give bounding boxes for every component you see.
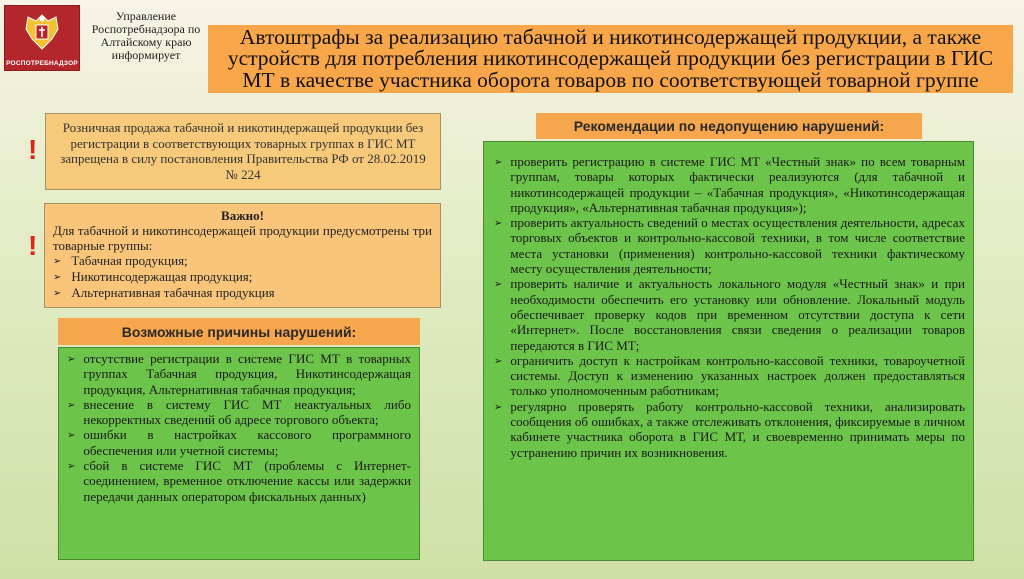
exclamation-icon: ! <box>28 134 38 165</box>
arrow-bullet-icon: ➢ <box>53 288 62 299</box>
list-item-text: ошибки в настройках кассового программного обеспечения или учетной системы; <box>83 427 411 458</box>
list-item <box>494 154 965 215</box>
notice-box <box>45 113 441 190</box>
arrow-bullet-icon: ➢ <box>67 430 76 442</box>
emblem-icon <box>5 9 79 57</box>
arrow-bullet-icon: ➢ <box>53 256 62 267</box>
reasons-box <box>58 347 420 560</box>
list-item <box>67 458 411 504</box>
important-intro: Для табачной и никотинсодержащей продукции предусмотрены три товарные группы: <box>53 223 432 253</box>
arrow-bullet-icon: ➢ <box>67 399 76 411</box>
list-item-text: внесение в систему ГИС МТ неактуальных либо некорректных сведений об адресе торгового объекта; <box>83 396 411 428</box>
reasons-heading: Возможные причины нарушений: <box>58 318 420 345</box>
important-heading: Важно! <box>221 208 264 223</box>
page-title-text: Автоштрафы за реализацию табачной и никотинсодержащей продукции, а также устройств для потребления никотинсодержащей продукции без регистрации в ГИС МТ в качестве участника оборота товаров по соответствующей товарной группе <box>227 24 994 92</box>
organization-label: Управление Роспотребнадзора по Алтайскому краю информирует <box>91 9 201 62</box>
arrow-bullet-icon: ➢ <box>494 157 503 168</box>
reasons-list <box>67 351 411 504</box>
list-item <box>53 253 432 269</box>
list-item-text: Никотинсодержащая продукция; <box>71 269 253 284</box>
list-item-text: сбой в системе ГИС МТ (проблемы с Интернет-соединением, временное отключение кассы или задержки передачи данных оператором фискальных данных) <box>83 458 411 504</box>
list-item <box>67 427 411 458</box>
list-item <box>494 353 965 399</box>
important-box <box>44 203 441 308</box>
list-item <box>53 269 432 285</box>
arrow-bullet-icon: ➢ <box>494 401 503 413</box>
list-item <box>67 351 411 397</box>
page-title <box>208 25 1013 93</box>
list-item-text: проверить регистрацию в системе ГИС МТ «Честный знак» по всем товарным группам, товары которых фактически реализуются (для табачной и никотинсодержащей продукции – «Табачная продукция», «Никотинсодержащая продукция», «Альтернативная табачная продукция»); <box>510 154 965 215</box>
list-item <box>53 285 432 301</box>
logo-caption: РОСПОТРЕБНАДЗОР <box>6 60 78 67</box>
rospotrebnadzor-logo <box>4 5 80 71</box>
list-item-text: Табачная продукция; <box>71 253 188 268</box>
arrow-bullet-icon: ➢ <box>67 461 76 473</box>
arrow-bullet-icon: ➢ <box>494 279 503 291</box>
arrow-bullet-icon: ➢ <box>53 272 62 283</box>
notice-text: Розничная продажа табачной и никотиндержащей продукции без регистрации в соответствующих товарных группах в ГИС МТ запрещена в силу постановления Правительства РФ от 28.02.2019 № 224 <box>60 120 426 182</box>
recommendations-list <box>494 154 965 460</box>
exclamation-icon: ! <box>28 230 38 261</box>
list-item-text: ограничить доступ к настройкам контрольно-кассовой техники, товароучетной системы. Доступ к изменению указанных настроек должен предоставляться только уполномоченным работникам; <box>510 352 965 399</box>
list-item <box>67 397 411 428</box>
list-item <box>494 215 965 276</box>
list-item <box>494 276 965 352</box>
arrow-bullet-icon: ➢ <box>494 355 503 367</box>
list-item-text: регулярно проверять работу контрольно-кассовой техники, анализировать сообщения об ошибках, а также отслеживать отклонения, фиксируемые в личном кабинете участника оборота в ГИС МТ, и своевременно принимать меры по устранению причин их возникновения. <box>510 398 965 460</box>
arrow-bullet-icon: ➢ <box>67 354 76 365</box>
recommendations-heading: Рекомендации по недопущению нарушений: <box>536 113 922 139</box>
arrow-bullet-icon: ➢ <box>494 218 503 230</box>
list-item-text: проверить наличие и актуальность локального модуля «Честный знак» и при необходимости обеспечить его установку или обновление. Локальный модуль обеспечивает проверку кодов при временном отсутствии доступа к сети «Интернет». После восстановления связи сведения о реализации товаров передаются в ГИС МТ; <box>510 276 965 353</box>
recommendations-box <box>483 141 974 561</box>
list-item-text: проверить актуальность сведений о местах осуществления деятельности, адресах торговых объектов и контрольно-кассовой техники, в том числе соответствие места установки (применения) контрольно-кассовой техники фактическому месту осуществления деятельности; <box>510 215 965 277</box>
list-item <box>494 399 965 460</box>
list-item-text: Альтернативная табачная продукция <box>71 285 275 300</box>
product-groups-list <box>53 253 432 301</box>
list-item-text: отсутствие регистрации в системе ГИС МТ в товарных группах Табачная продукция, Никотинсодержащая продукция, Альтернативная табачная продукция; <box>83 351 411 397</box>
